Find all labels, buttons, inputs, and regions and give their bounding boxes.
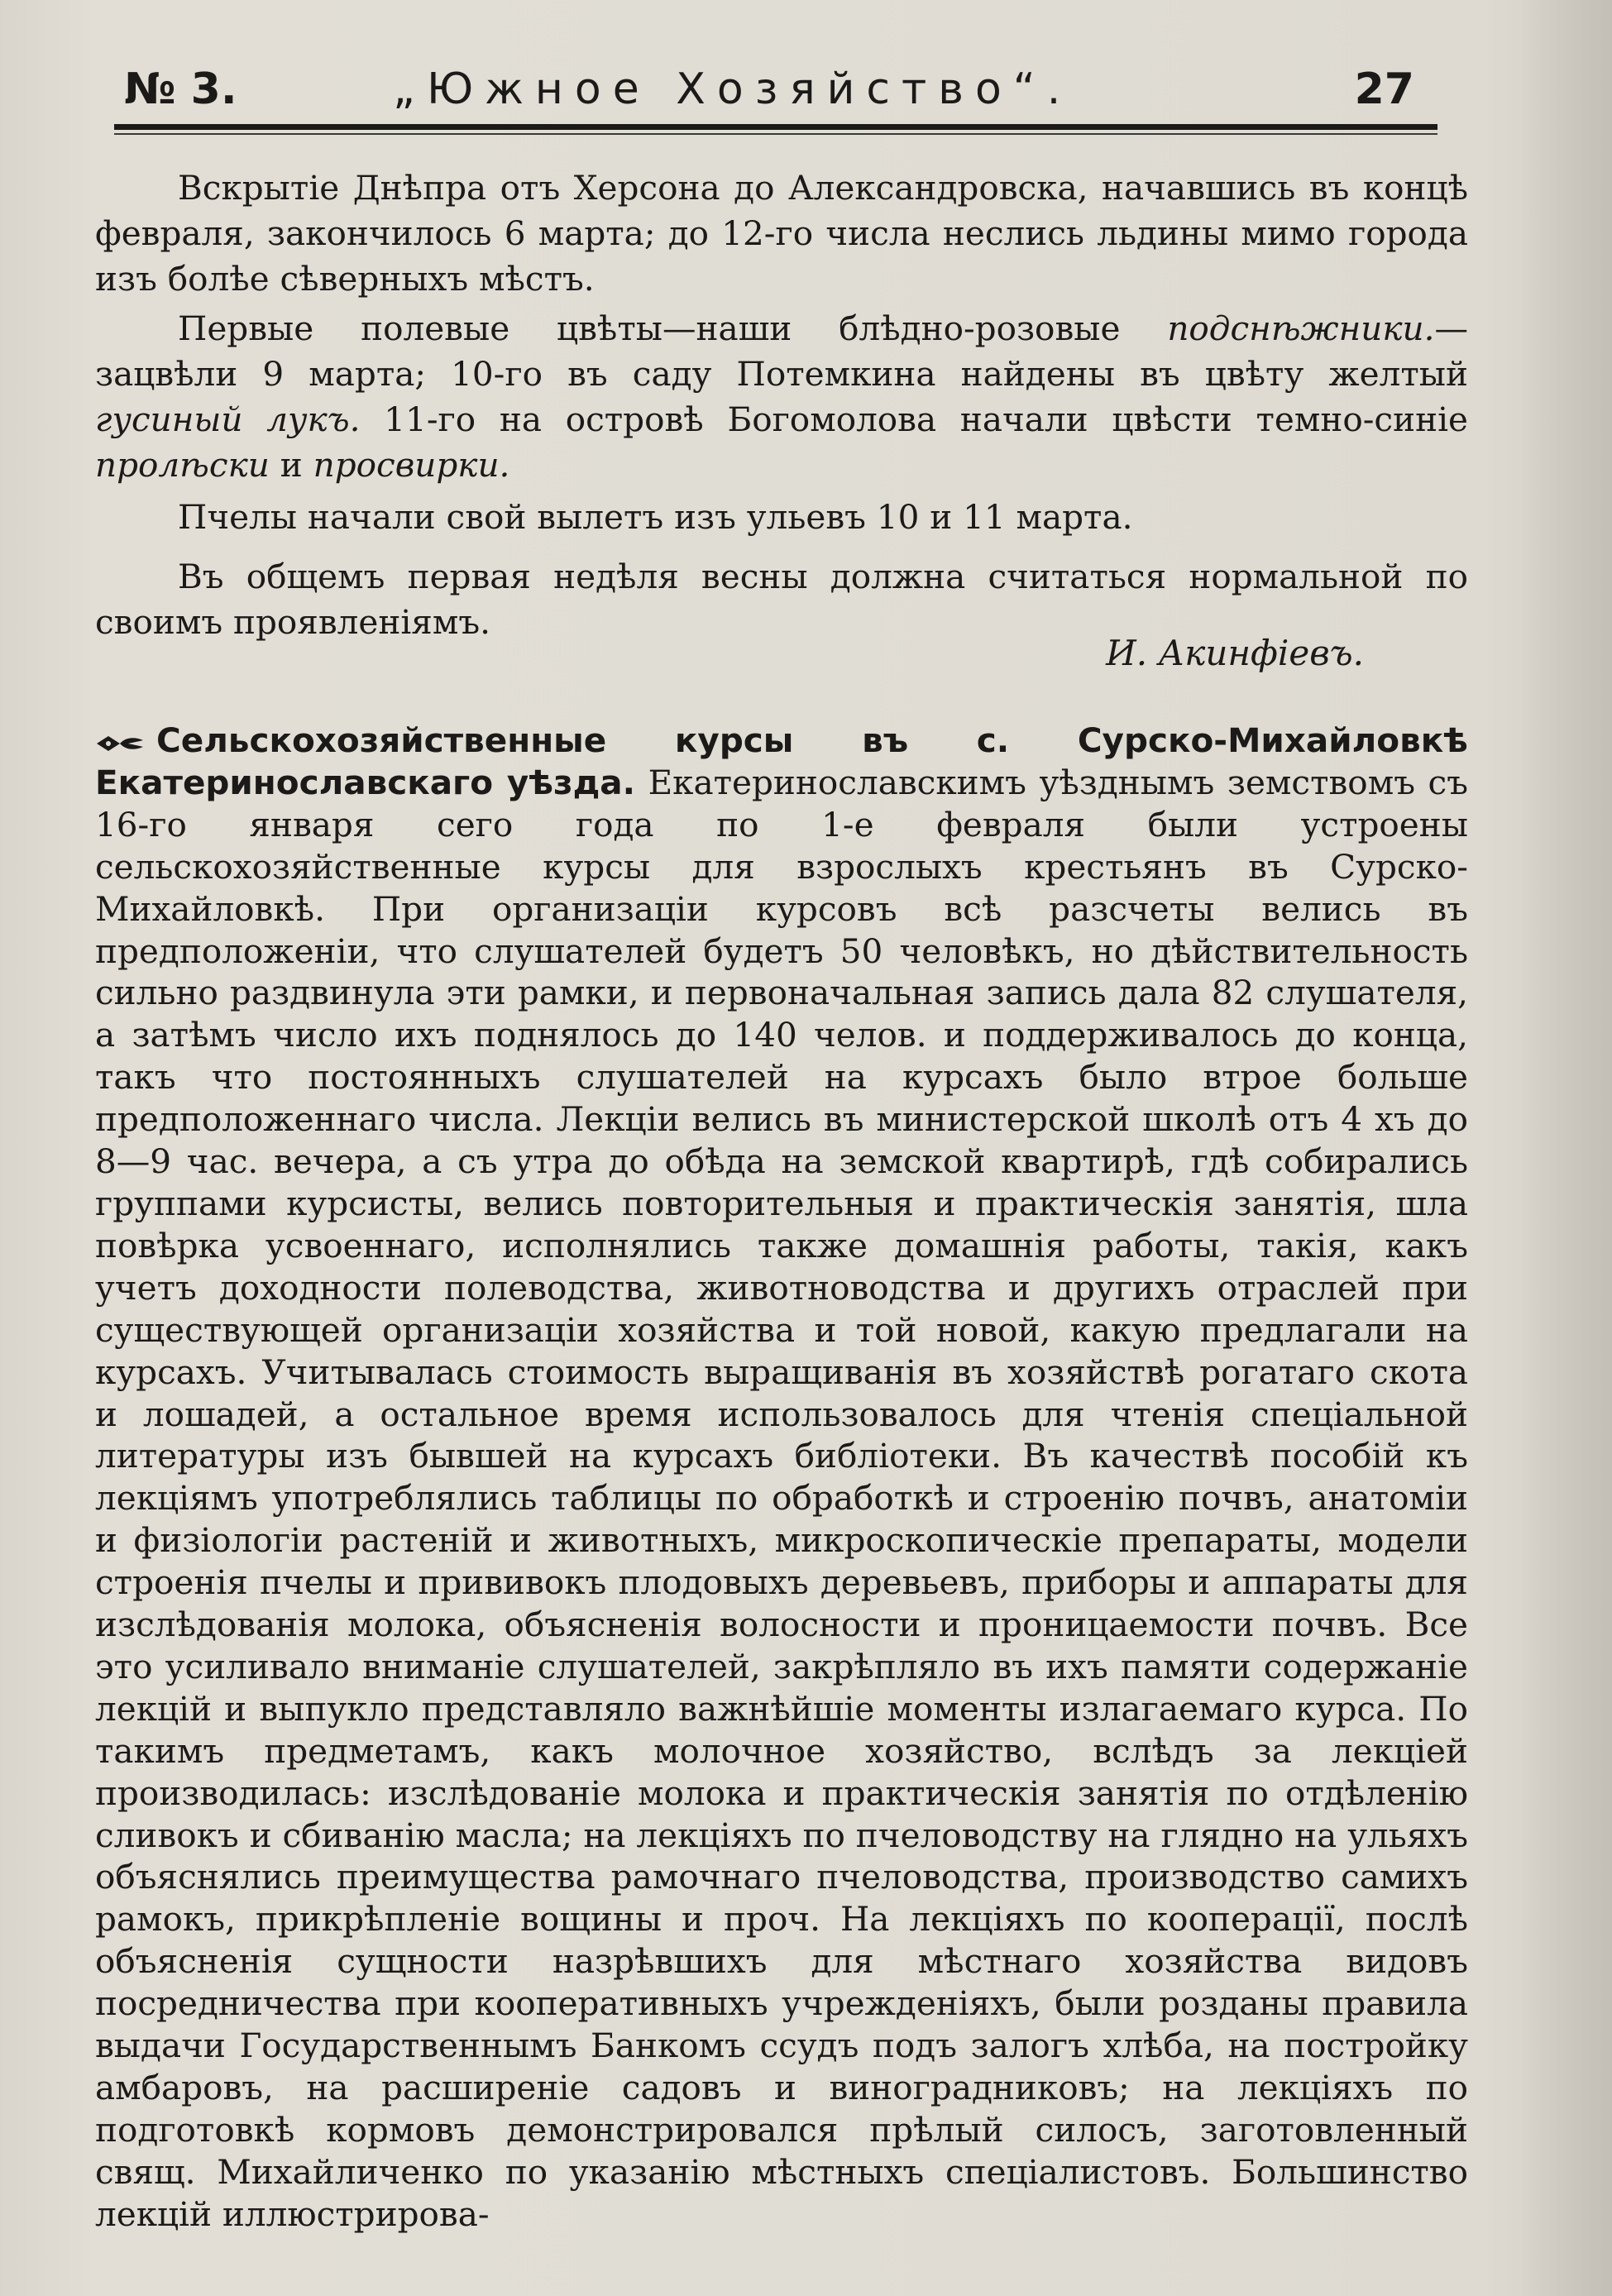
page-number: 27 [1354,65,1414,114]
paragraph-text: Пчелы начали свой вылетъ изъ ульевъ 10 и 11 марта. [178,497,1133,537]
article-headline: Сельскохозяйственные курсы въ с. Сурско-Михайловкѣ Екатеринославскаго уѣзда. [95,720,1468,802]
ornament-bullet-icon [95,733,145,754]
text-run: — зацвѣли 9 марта; 10-го въ саду Потемкина найдены въ цвѣту желтый [95,309,1468,394]
text-run: 11-го на островѣ Богомолова начали цвѣсти темно-синіе [360,399,1468,439]
running-header [124,65,1414,122]
paragraph-text: Въ общемъ первая недѣля весны должна считаться нормальной по своимъ проявленіямъ. [95,557,1468,642]
author-signature: И. Акинфіевъ. [1106,633,1364,673]
italic-term: подснѣжники. [1167,309,1435,348]
article-paragraph [95,720,1468,2236]
report-paragraph-4 [95,554,1468,645]
report-paragraph-2 [95,306,1468,488]
issue-number: № 3. [124,65,237,114]
italic-term: гусиный лукъ. [95,399,361,439]
report-paragraph-1 [95,165,1468,302]
paragraph-text [95,306,1468,488]
article-block [95,720,1468,2236]
italic-term: просвирки. [313,445,510,485]
page-edge-shadow [1521,0,1612,2296]
report-paragraph-3 [95,495,1468,540]
journal-title: „Южное Хозяйство“. [393,65,1073,114]
header-rule [114,124,1437,130]
paragraph-text: Вскрытіе Днѣпра отъ Херсона до Александровска, начавшись въ концѣ февраля, закончилось 6 марта; до 12-го числа неслись льдины мимо города изъ болѣе сѣверныхъ мѣстъ. [95,168,1468,299]
text-run: и [269,445,313,485]
text-run: Первые полевые цвѣты—наши блѣдно-розовые [178,309,1168,348]
italic-term: пролѣски [95,445,270,485]
article-body: Екатеринославскимъ уѣзднымъ земствомъ съ 16-го января сего года по 1-е февраля были устроены сельскохозяйственные курсы для взрослыхъ крестьянъ въ Сурско-Михайловкѣ. При организаціи курсовъ всѣ разсчеты велись въ предположеніи, что слушателей будетъ 50 человѣкъ, но дѣйствительность сильно раздвинула эти рамки, и первоначальная запись дала 82 слушателя, а затѣмъ число ихъ поднялось до 140 челов. и поддерживалось до конца, такъ что постоянныхъ слушателей на курсахъ было втрое больше предположеннаго числа. Лекціи велись въ министерской школѣ отъ 4 хъ до 8—9 час. вечера, а съ утра до обѣда на земской квартирѣ, гдѣ собирались группами курсисты, велись повторительныя и практическія занятія, шла повѣрка усвоеннаго, исполнялись также домашнія работы, такія, какъ учетъ доходности полеводства, животноводства и другихъ отраслей при существующей организаціи хозяйства и той новой, какую предлагали на курсахъ. Учитывалась стоимость выращиванія въ хозяйствѣ рогатаго скота и лошадей, а остальное время использовалось для чтенія спеціальной литературы изъ бывшей на курсахъ библіотеки. Въ качествѣ пособій къ лекціямъ употреблялись таблицы по обработкѣ и строенію почвъ, анатоміи и физіологіи растеній и животныхъ, микроскопическіе препараты, модели строенія пчелы и прививокъ плодовыхъ деревьевъ, приборы и аппараты для изслѣдованія молока, объясненія волосности и проницаемости почвъ. Все это усиливало вниманіе слушателей, закрѣпляло въ ихъ памяти содержаніе лекцій и выпукло представляло важнѣйшіе моменты излагаемаго курса. По такимъ предметамъ, какъ молочное хозяйство, вслѣдъ за лекціей производилась: изслѣдованіе молока и практическія занятія по отдѣленію сливокъ и сбиванію масла; на лекціяхъ по пчеловодству на глядно на ульяхъ объяснялись преимущества рамочнаго пчеловодства, производство самихъ рамокъ, прикрѣпленіе вощины и проч. На лекціяхъ по кооперації, послѣ объясненія сущности назрѣвшихъ для мѣстнаго хозяйства видовъ посредничества при кооперативныхъ учрежденіяхъ, были розданы правила выдачи Государственнымъ Банкомъ ссудъ подъ залогъ хлѣба, на постройку амбаровъ, на расширеніе садовъ и виноградниковъ; на лекціяхъ по подготовкѣ кормовъ демонстрировался прѣлый силосъ, заготовленный свящ. Михайличенко по указанію мѣстныхъ спеціалистовъ. Большинство лекцій иллюстрирова- [95,762,1468,2234]
header-rule-thin [114,133,1437,135]
